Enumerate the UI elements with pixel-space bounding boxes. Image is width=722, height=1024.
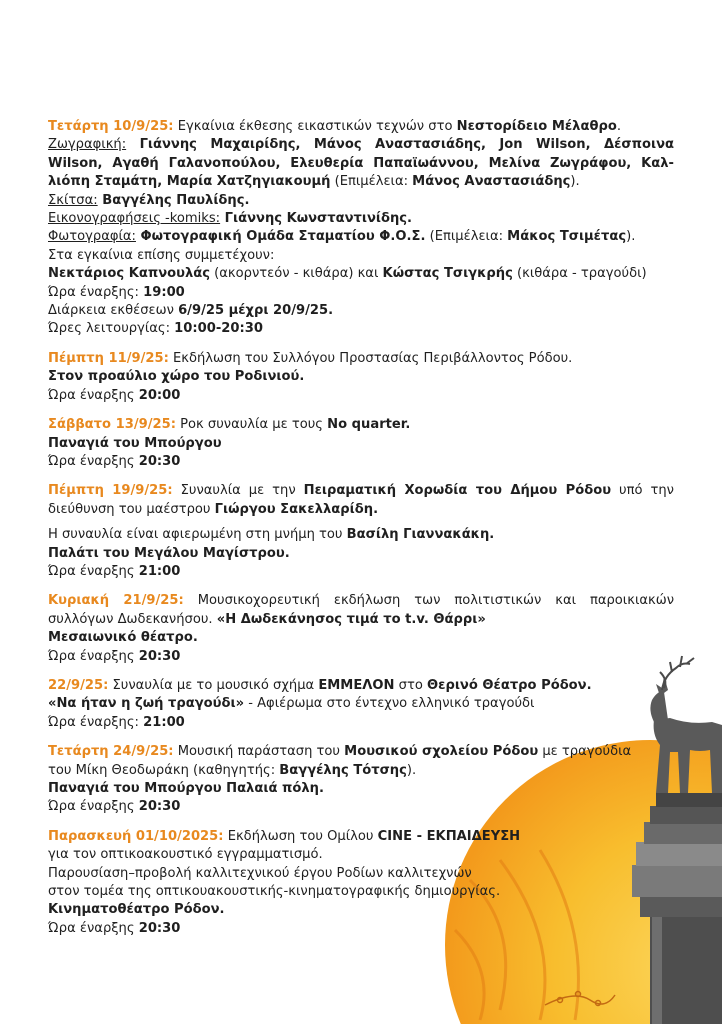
event-start-time: Ώρα έναρξης 20:30 (48, 920, 181, 936)
event-item: Πέμπτη 11/9/25: Εκδήλωση του Συλλόγου Προστασίας Περιβάλλοντος Ρόδου. Στον προαύλιο χώρο του Ροδινιού. Ώρα έναρξης 20:00 (48, 350, 674, 405)
event-item: Σάββατο 13/9/25: Ροκ συναυλία με τους No quarter. Παναγιά του Μπούργου Ώρα έναρξης 20:30 (48, 416, 674, 471)
event-venue: Στον προαύλιο χώρο του Ροδινιού. (48, 369, 305, 385)
event-date: Σάββατο 13/9/25: (48, 417, 176, 433)
sketch-label: Σκίτσα: (48, 192, 98, 208)
event-listing (48, 118, 674, 949)
event-date: Παρασκευή 01/10/2025: (48, 828, 224, 844)
event-start-time: Ώρα έναρξης 21:00 (48, 563, 181, 579)
event-item: Πέμπτη 19/9/25: Συναυλία με την Πειραματική Χορωδία του Δήμου Ρόδου υπό την διεύθυνση του μαέστρου Γιώργου Σακελλαρίδη. Η συναυλία είναι αφιερωμένη στη μνήμη του Βασίλη Γιαννακάκη. Παλάτι του Μεγάλου Μαγίστρου. Ώρα έναρξης 21:00 (48, 482, 674, 581)
event-date: 22/9/25: (48, 677, 109, 693)
event-venue: Μεσαιωνικό θέατρο. (48, 630, 198, 646)
event-date: Τετάρτη 24/9/25: (48, 744, 174, 760)
event-date: Πέμπτη 11/9/25: (48, 350, 169, 366)
event-start-time: Ώρα έναρξης: 21:00 (48, 714, 185, 730)
event-venue: Παλάτι του Μεγάλου Μαγίστρου. (48, 545, 290, 561)
event-start-time: Ώρα έναρξης 20:00 (48, 387, 181, 403)
event-item: Παρασκευή 01/10/2025: Εκδήλωση του Ομίλου CINE - ΕΚΠΑΙΔΕΥΣΗ για τον οπτικοακουστικό εγγραμματισμό. Παρουσίαση–προβολή καλλιτεχνικού έργου Ροδίων καλλιτεχνών στον τομέα της οπτικουακουστικής-κινηματογραφικής δημιουργίας. Κινηματοθέατρο Ρόδον. Ώρα έναρξης 20:30 (48, 828, 674, 938)
event-venue: Νεστορίδειο Μέλαθρο (456, 119, 617, 134)
photo-label: Φωτογραφία: (48, 229, 136, 245)
event-venue: Θερινό Θέατρο Ρόδον. (427, 677, 592, 693)
event-date: Κυριακή 21/9/25: (48, 593, 184, 609)
event-venue: Παναγιά του Μπούργου Παλαιά πόλη. (48, 781, 324, 796)
event-venue: Κινηματοθέατρο Ρόδον. (48, 902, 225, 918)
painting-label: Ζωγραφική: (48, 137, 127, 153)
event-item: Τετάρτη 24/9/25: Μουσική παράσταση του Μουσικού σχολείου Ρόδου με τραγούδια του Μίκη Θεοδωράκη (καθηγητής: Βαγγέλης Τότσης). Παναγιά του Μπούργου Παλαιά πόλη. Ώρα έναρξης 20:30 (48, 743, 674, 817)
event-start-time: Ώρα έναρξης: 19:00 (48, 284, 185, 300)
event-date: Πέμπτη 19/9/25: (48, 483, 173, 499)
event-item: Κυριακή 21/9/25: Μουσικοχορευτική εκδήλωση των πολιτιστικών και παροικιακών συλλόγων Δωδεκανήσου. «Η Δωδεκάνησος τιμά το t.v. Θάρρι» Μεσαιωνικό θέατρο. Ώρα έναρξης 20:30 (48, 592, 674, 666)
event-item: 22/9/25: Συναυλία με το μουσικό σχήμα ΕΜΜΕΛΟΝ στο Θερινό Θέατρο Ρόδον. «Να ήταν η ζωή τραγούδι» - Αφιέρωμα στο έντεχνο ελληνικό τραγούδι Ώρα έναρξης: 21:00 (48, 677, 674, 732)
event-item: Τετάρτη 10/9/25: Εγκαίνια έκθεσης εικαστικών τεχνών στο Νεστορίδειο Μέλαθρο. Ζωγραφική: Γιάννης Μαχαιρίδης, Μάνος Αναστασιάδης, Jon Wilson, Δέσποινα Wilson, Αγαθή Γαλανοπούλου, Ελευθερία Παπαϊωάννου, Μελίνα Ζωγράφου, Καλ- λιόπη Σταμάτη, Μαρία Χατζηγιακουμή (Επιμέλεια: Μάνος Αναστασιάδης). Σκίτσα: Βαγγέλης Παυλίδης. Εικονογραφήσεις -komiks: Γιάννης Κωνσταντινίδης. Φωτογραφία: Φωτογραφική Ομάδα Σταματίου Φ.Ο.Σ. (Επιμέλεια: Μάκος Τσιμέτας). Στα εγκαίνια επίσης συμμετέχουν: Νεκτάριος Καπνουλάς (ακορντεόν - κιθάρα) και Κώστας Τσιγκρής (κιθάρα - τραγούδι) Ώρα έναρξης: 19:00 Διάρκεια εκθέσεων 6/9/25 μέχρι 20/9/25. Ώρες λειτουργίας: 10:00-20:30 (48, 119, 674, 337)
event-start-time: Ώρα έναρξης 20:30 (48, 799, 181, 815)
event-title: «Να ήταν η ζωή τραγούδι» (48, 696, 245, 712)
event-start-time: Ώρα έναρξης 20:30 (48, 648, 181, 664)
event-date: Τετάρτη 10/9/25: (48, 119, 174, 134)
event-venue: Παναγιά του Μπούργου (48, 435, 222, 451)
comics-label: Εικονογραφήσεις -komiks: (48, 211, 221, 227)
event-title: «Η Δωδεκάνησος τιμά το t.v. Θάρρι» (216, 611, 486, 627)
event-start-time: Ώρα έναρξης 20:30 (48, 453, 181, 469)
